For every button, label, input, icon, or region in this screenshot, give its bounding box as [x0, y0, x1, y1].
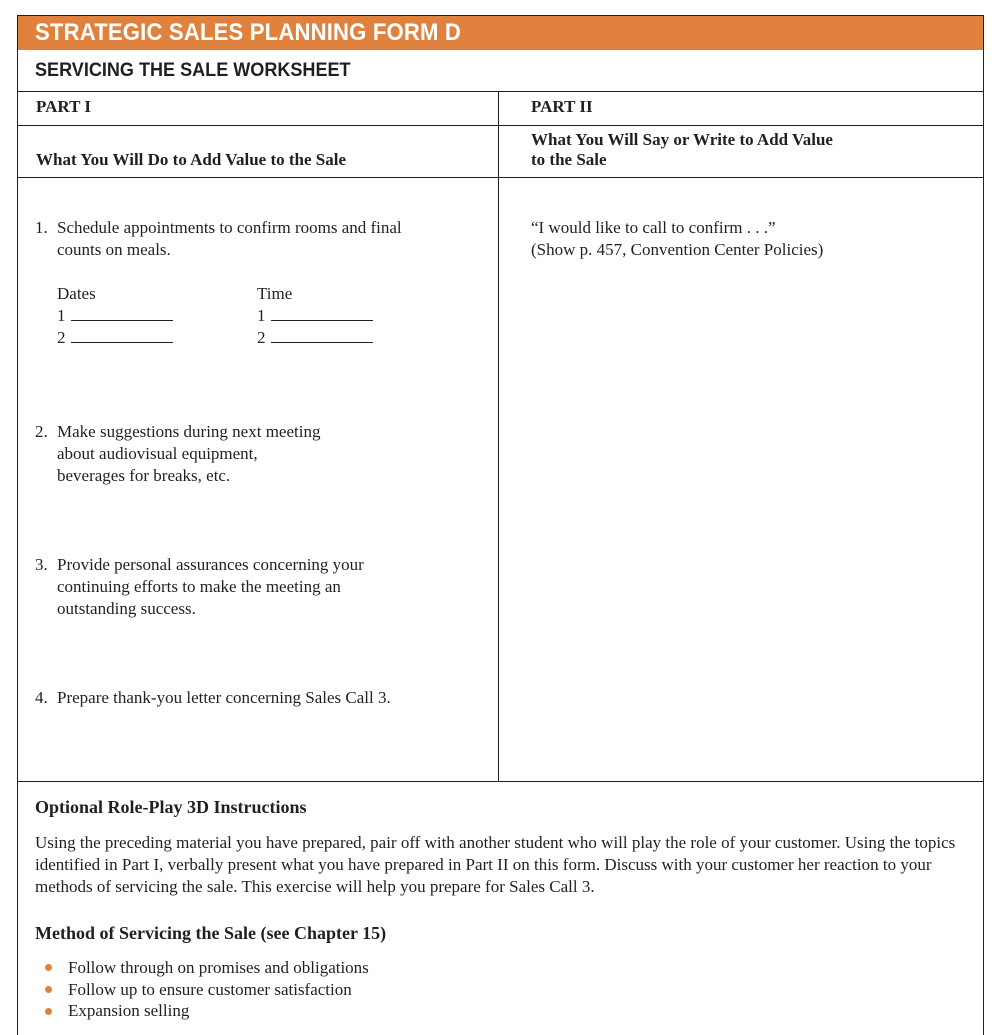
item-text-line: Provide personal assurances concerning your	[57, 555, 364, 574]
time-entry-2[interactable]	[257, 327, 373, 349]
item-text-line: beverages for breaks, etc.	[57, 466, 231, 485]
item-number: 1.	[35, 218, 48, 237]
row-number: 2	[57, 328, 66, 347]
bullet-dot	[45, 986, 52, 993]
table-top-rule	[18, 91, 983, 92]
time-blank-1[interactable]	[271, 306, 373, 321]
item-number: 3.	[35, 555, 48, 574]
date-blank-1[interactable]	[71, 306, 173, 321]
dates-label: Dates	[57, 284, 96, 303]
worksheet-subtitle: SERVICING THE SALE WORKSHEET	[35, 60, 351, 81]
part-header-rule	[18, 125, 983, 126]
roleplay-heading: Optional Role-Play 3D Instructions	[35, 797, 307, 817]
row-number: 1	[57, 306, 66, 325]
time-blank-2[interactable]	[271, 328, 373, 343]
methods-list-item: Follow up to ensure customer satisfaction	[68, 980, 352, 999]
item-text-line: Schedule appointments to confirm rooms and final	[57, 218, 402, 237]
response-line: (Show p. 457, Convention Center Policies)	[531, 240, 824, 259]
item-text-line: Make suggestions during next meeting	[57, 422, 321, 441]
item-text-line: outstanding success.	[57, 599, 196, 618]
date-entry-1[interactable]	[57, 305, 173, 327]
row-number: 1	[257, 306, 266, 325]
bullet-dot	[45, 964, 52, 971]
methods-heading: Method of Servicing the Sale (see Chapter 15)	[35, 923, 387, 943]
methods-list-item: Follow through on promises and obligations	[68, 958, 369, 977]
part2-column-title-line1: What You Will Say or Write to Add Value	[531, 130, 833, 149]
time-entry-1[interactable]	[257, 305, 373, 327]
bullet-dot	[45, 1008, 52, 1015]
title-banner	[18, 15, 983, 50]
item-text-line: continuing efforts to make the meeting an	[57, 577, 341, 596]
form-title: STRATEGIC SALES PLANNING FORM D	[35, 19, 462, 46]
item-number: 4.	[35, 688, 48, 707]
row-number: 2	[257, 328, 266, 347]
item-number: 2.	[35, 422, 48, 441]
methods-list-item: Expansion selling	[68, 1001, 190, 1020]
roleplay-body: Using the preceding material you have prepared, pair off with another student who will play the role of your customer. Using the topics identified in Part I, verbally present what you have prepared in Part II on this form. Discuss with your customer her reaction to your methods of servicing the sale. This exercise will help you prepare for Sales Call 3.	[35, 833, 956, 896]
part2-header: PART II	[531, 97, 593, 116]
item-text-line: about audiovisual equipment,	[57, 444, 258, 463]
response-line: “I would like to call to confirm . . .”	[531, 218, 776, 237]
part1-column-title: What You Will Do to Add Value to the Sale	[36, 150, 347, 169]
date-entry-2[interactable]	[57, 327, 173, 349]
part1-header: PART I	[36, 97, 91, 116]
time-label: Time	[257, 284, 293, 303]
item-text-line: Prepare thank-you letter concerning Sales Call 3.	[57, 688, 391, 707]
part2-column-title-line2: to the Sale	[531, 150, 607, 169]
column-divider	[498, 91, 499, 782]
date-blank-2[interactable]	[71, 328, 173, 343]
item-text-line: counts on meals.	[57, 240, 171, 259]
table-bottom-rule	[18, 781, 983, 782]
column-title-rule	[18, 177, 983, 178]
